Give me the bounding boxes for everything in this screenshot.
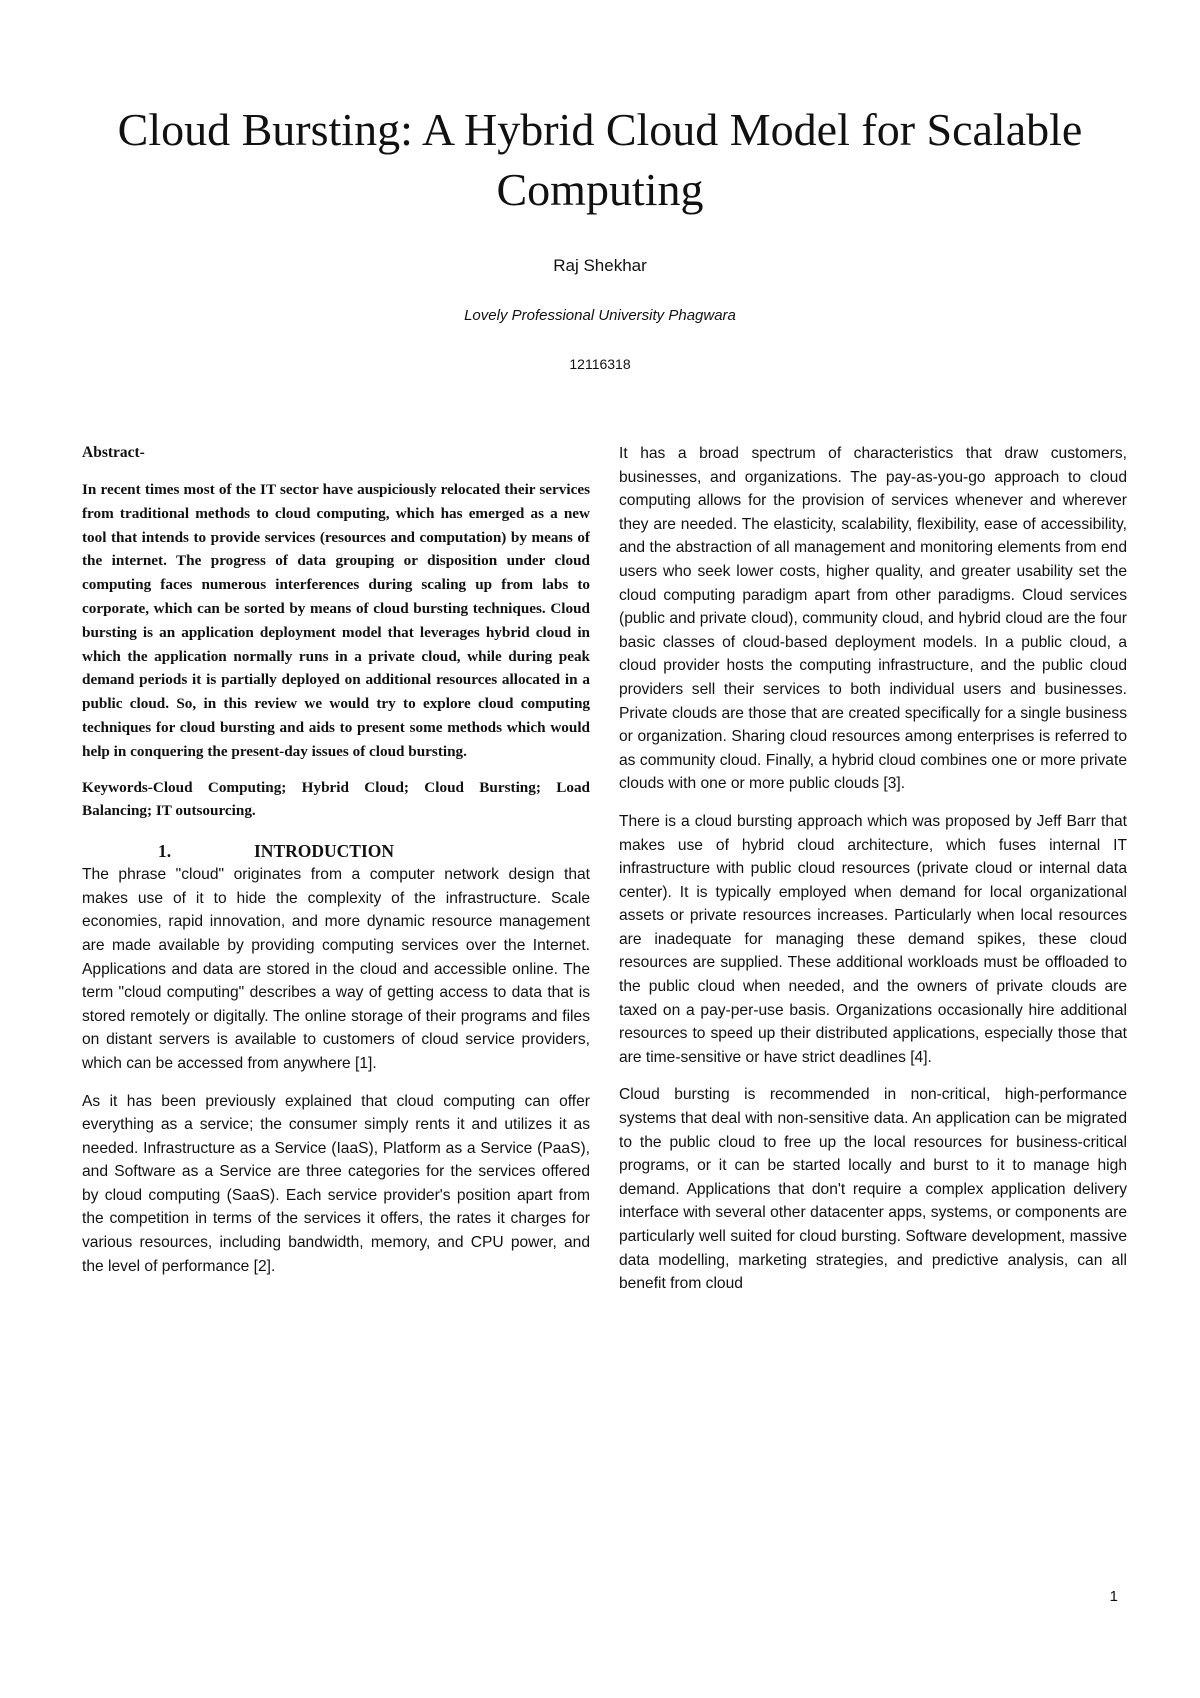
abstract-heading: Abstract- <box>82 444 145 461</box>
author-affiliation: Lovely Professional University Phagwara <box>464 307 736 324</box>
author-id-number: 12116318 <box>569 356 631 372</box>
body-paragraph: The phrase "cloud" originates from a computer network design that makes use of it to hide the complexity of the infrastructure. Scale economies, rapid innovation, and more dynamic resource management are made available by providing computing services over the Internet. Applications and data are stored in the cloud and accessible online. The term "cloud computing" describes a way of getting access to data that is stored remotely or digitally. The online storage of their programs and files on distant servers is available to customers of cloud service providers, which can be accessed from anywhere [1]. <box>82 866 590 1072</box>
section-number: 1. <box>158 841 172 862</box>
paper-title: Cloud Bursting: A Hybrid Cloud Model for Scalable Computing <box>117 104 1083 215</box>
abstract-text: In recent times most of the IT sector have auspiciously relocated their services from traditional methods to cloud computing, which has emerged as a new tool that intends to provide services (resources and computation) by means of the internet. The progress of data grouping or disposition under cloud computing faces numerous interferences during scaling up from labs to corporate, which can be sorted by means of cloud bursting techniques. Cloud bursting is an application deployment model that leverages hybrid cloud in which the application normally runs in a private cloud, while during peak demand periods it is partially deployed on additional resources allocated in a public cloud. So, in this review we would try to explore cloud computing techniques for cloud bursting and aids to present some methods which would help in conquering the present-day issues of cloud bursting. <box>82 481 590 760</box>
body-paragraph: Cloud bursting is recommended in non-critical, high-performance systems that deal with non-sensitive data. An application can be migrated to the public cloud to free up the local resources for business-critical programs, or it can be started locally and burst to it to manage high demand. Applications that don't require a complex application delivery interface with several other datacenter apps, systems, or components are particularly well suited for cloud bursting. Software development, massive data modelling, marketing strategies, and predictive analysis, can all benefit from cloud <box>619 1086 1127 1293</box>
author-name: Raj Shekhar <box>553 256 647 275</box>
keywords: Keywords-Cloud Computing; Hybrid Cloud; Cloud Bursting; Load Balancing; IT outsourcing. <box>82 778 590 820</box>
section-title: INTRODUCTION <box>254 841 395 862</box>
left-column <box>82 442 590 1292</box>
body-paragraph: There is a cloud bursting approach which was proposed by Jeff Barr that makes use of hybrid cloud architecture, which fuses internal IT infrastructure with public cloud resources (private cloud or internal data center). It is typically employed when demand for local organizational assets or private resources increases. Particularly when local resources are inadequate for managing these demand spikes, these cloud resources are supplied. These additional workloads must be offloaded to the public cloud when needed, and the owners of private clouds are taxed on a pay-per-use basis. Organizations occasionally hire additional resources to speed up their distributed applications, especially those that are time-sensitive or have strict deadlines [4]. <box>619 812 1127 1066</box>
section-heading-introduction <box>82 839 590 863</box>
page-number: 1 <box>1109 1588 1118 1605</box>
body-paragraph: As it has been previously explained that cloud computing can offer everything as a service; the consumer simply rents it and utilizes it as needed. Infrastructure as a Service (IaaS), Platform as a Service (PaaS), and Software as a Service are three categories for the services offered by cloud computing (SaaS). Each service provider's position apart from the competition in terms of the services it offers, the rates it charges for various resources, including bandwidth, memory, and CPU power, and the level of performance [2]. <box>82 1092 590 1275</box>
body-paragraph: It has a broad spectrum of characteristics that draw customers, businesses, and organizations. The pay-as-you-go approach to cloud computing allows for the provision of services whenever and wherever they are needed. The elasticity, scalability, flexibility, ease of accessibility, and the abstraction of all management and monitoring elements from end users who seek lower costs, higher quality, and greater usability set the cloud computing paradigm apart from other paradigms. Cloud services (public and private cloud), community cloud, and hybrid cloud are the four basic classes of cloud-based deployment models. In a public cloud, a cloud provider hosts the computing infrastructure, and the public cloud providers sell their services to both individual users and businesses. Private clouds are those that are created specifically for a single business or organization. Sharing cloud resources among enterprises is referred to as community cloud. Finally, a hybrid cloud combines one or more private clouds with one or more public clouds [3]. <box>619 445 1127 793</box>
right-column <box>619 442 1127 1310</box>
